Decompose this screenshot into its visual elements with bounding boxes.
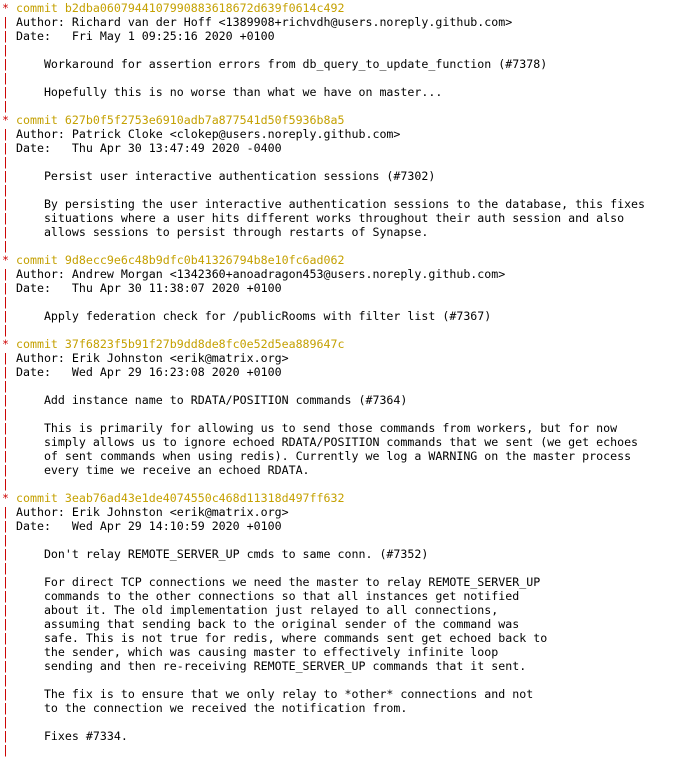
graph-branch-mark: | [2, 561, 9, 575]
commit-header-line [2, 1, 692, 15]
author-line [2, 267, 692, 281]
graph-branch-mark: | [2, 393, 9, 407]
commit-message-line [2, 169, 692, 183]
graph-commit-mark: * [2, 1, 9, 15]
commit-message-line [2, 701, 692, 715]
message-text: to the connection we received the notification from. [9, 701, 408, 715]
graph-branch-mark: | [2, 365, 9, 379]
graph-branch-mark: | [2, 435, 9, 449]
commit-message-line [2, 211, 692, 225]
graph-branch-mark: | [2, 673, 9, 687]
graph-branch-mark: | [2, 99, 9, 113]
graph-branch-mark: | [2, 687, 9, 701]
graph-spacer-line [2, 155, 692, 169]
message-text: Apply federation check for /publicRooms with filter list (#7367) [9, 309, 492, 323]
graph-spacer-line [2, 533, 692, 547]
graph-branch-mark: | [2, 603, 9, 617]
commit-header-line [2, 113, 692, 127]
graph-branch-mark: | [2, 743, 9, 757]
author-line [2, 127, 692, 141]
date-text: Date: Wed Apr 29 14:10:59 2020 +0100 [9, 519, 282, 533]
message-text: This is primarily for allowing us to send those commands from workers, but for now [9, 421, 618, 435]
commit-message-line [2, 85, 692, 99]
author-text: Author: Richard van der Hoff <1389908+richvdh@users.noreply.github.com> [9, 15, 513, 29]
date-line [2, 519, 692, 533]
graph-branch-mark: | [2, 211, 9, 225]
commit-hash: commit 37f6823f5b91f27b9dd8de8fc0e52d5ea889647c [9, 337, 345, 351]
commit-message-line [2, 603, 692, 617]
graph-commit-mark: * [2, 253, 9, 267]
graph-branch-mark: | [2, 547, 9, 561]
graph-spacer-line [2, 477, 692, 491]
message-text: allows sessions to persist through restarts of Synapse. [9, 225, 429, 239]
graph-branch-mark: | [2, 57, 9, 71]
graph-branch-mark: | [2, 155, 9, 169]
graph-spacer-line [2, 673, 692, 687]
graph-branch-mark: | [2, 15, 9, 29]
graph-spacer-line [2, 183, 692, 197]
message-text: Don't relay REMOTE_SERVER_UP cmds to same conn. (#7352) [9, 547, 429, 561]
commit-hash: commit b2dba0607944107990883618672d639f0614c492 [9, 1, 345, 15]
graph-branch-mark: | [2, 701, 9, 715]
commit-message-line [2, 421, 692, 435]
graph-branch-mark: | [2, 715, 9, 729]
commit-message-line [2, 463, 692, 477]
graph-branch-mark: | [2, 589, 9, 603]
message-text: safe. This is not true for redis, where commands sent get echoed back to [9, 631, 548, 645]
graph-spacer-line [2, 71, 692, 85]
commit-message-line [2, 729, 692, 743]
graph-branch-mark: | [2, 519, 9, 533]
graph-branch-mark: | [2, 183, 9, 197]
graph-branch-mark: | [2, 351, 9, 365]
commit-message-line [2, 197, 692, 211]
commit-message-line [2, 309, 692, 323]
message-text: Persist user interactive authentication sessions (#7302) [9, 169, 436, 183]
graph-branch-mark: | [2, 309, 9, 323]
date-line [2, 281, 692, 295]
graph-branch-mark: | [2, 645, 9, 659]
graph-branch-mark: | [2, 463, 9, 477]
message-text: every time we receive an echoed RDATA. [9, 463, 310, 477]
commit-message-line [2, 225, 692, 239]
author-text: Author: Andrew Morgan <1342360+anoadragon453@users.noreply.github.com> [9, 267, 506, 281]
message-text: The fix is to ensure that we only relay to *other* connections and not [9, 687, 534, 701]
commit-message-line [2, 547, 692, 561]
graph-spacer-line [2, 323, 692, 337]
graph-branch-mark: | [2, 407, 9, 421]
commit-hash: commit 9d8ecc9e6c48b9dfc0b41326794b8e10fc6ad062 [9, 253, 345, 267]
commit-hash: commit 627b0f5f2753e6910adb7a877541d50f5936b8a5 [9, 113, 345, 127]
graph-branch-mark: | [2, 43, 9, 57]
graph-spacer-line [2, 239, 692, 253]
graph-branch-mark: | [2, 29, 9, 43]
message-text: Add instance name to RDATA/POSITION commands (#7364) [9, 393, 408, 407]
graph-spacer-line [2, 407, 692, 421]
message-text: situations where a user hits different works throughout their auth session and also [9, 211, 625, 225]
commit-message-line [2, 687, 692, 701]
message-text: about it. The old implementation just relayed to all connections, [9, 603, 499, 617]
commit-message-line [2, 659, 692, 673]
commit-header-line [2, 337, 692, 351]
date-line [2, 141, 692, 155]
message-text: Workaround for assertion errors from db_query_to_update_function (#7378) [9, 57, 548, 71]
graph-spacer-line [2, 715, 692, 729]
graph-spacer-line [2, 743, 692, 757]
graph-spacer-line [2, 295, 692, 309]
commit-message-line [2, 617, 692, 631]
date-text: Date: Wed Apr 29 16:23:08 2020 +0100 [9, 365, 282, 379]
graph-branch-mark: | [2, 505, 9, 519]
graph-branch-mark: | [2, 197, 9, 211]
graph-spacer-line [2, 99, 692, 113]
graph-spacer-line [2, 561, 692, 575]
graph-commit-mark: * [2, 113, 9, 127]
message-text: sending and then re-receiving REMOTE_SERVER_UP commands that it sent. [9, 659, 527, 673]
message-text: By persisting the user interactive authentication sessions to the database, this fixes [9, 197, 646, 211]
author-text: Author: Patrick Cloke <clokep@users.noreply.github.com> [9, 127, 401, 141]
date-text: Date: Fri May 1 09:25:16 2020 +0100 [9, 29, 275, 43]
commit-message-line [2, 575, 692, 589]
date-text: Date: Thu Apr 30 11:38:07 2020 +0100 [9, 281, 282, 295]
message-text: For direct TCP connections we need the master to relay REMOTE_SERVER_UP [9, 575, 541, 589]
graph-branch-mark: | [2, 127, 9, 141]
graph-branch-mark: | [2, 281, 9, 295]
message-text: simply allows us to ignore echoed RDATA/POSITION commands that we sent (we get echoes [9, 435, 639, 449]
graph-branch-mark: | [2, 729, 9, 743]
graph-branch-mark: | [2, 295, 9, 309]
commit-message-line [2, 57, 692, 71]
graph-branch-mark: | [2, 225, 9, 239]
graph-branch-mark: | [2, 239, 9, 253]
graph-branch-mark: | [2, 477, 9, 491]
commit-message-line [2, 435, 692, 449]
message-text: Fixes #7334. [9, 729, 128, 743]
author-line [2, 15, 692, 29]
graph-branch-mark: | [2, 85, 9, 99]
graph-branch-mark: | [2, 169, 9, 183]
commit-message-line [2, 645, 692, 659]
message-text: Hopefully this is no worse than what we have on master... [9, 85, 443, 99]
graph-branch-mark: | [2, 617, 9, 631]
graph-spacer-line [2, 43, 692, 57]
graph-branch-mark: | [2, 533, 9, 547]
graph-branch-mark: | [2, 379, 9, 393]
graph-branch-mark: | [2, 449, 9, 463]
date-line [2, 29, 692, 43]
author-text: Author: Erik Johnston <erik@matrix.org> [9, 351, 289, 365]
date-text: Date: Thu Apr 30 13:47:49 2020 -0400 [9, 141, 282, 155]
date-line [2, 365, 692, 379]
graph-branch-mark: | [2, 575, 9, 589]
graph-branch-mark: | [2, 421, 9, 435]
graph-branch-mark: | [2, 323, 9, 337]
graph-commit-mark: * [2, 337, 9, 351]
graph-branch-mark: | [2, 141, 9, 155]
commit-message-line [2, 393, 692, 407]
graph-branch-mark: | [2, 631, 9, 645]
message-text: commands to the other connections so that all instances get notified [9, 589, 520, 603]
message-text: assuming that sending back to the original sender of the command was [9, 617, 520, 631]
commit-message-line [2, 589, 692, 603]
author-line [2, 505, 692, 519]
graph-branch-mark: | [2, 659, 9, 673]
commit-message-line [2, 631, 692, 645]
graph-branch-mark: | [2, 267, 9, 281]
message-text: of sent commands when using redis). Currently we log a WARNING on the master process [9, 449, 632, 463]
commit-message-line [2, 449, 692, 463]
graph-commit-mark: * [2, 491, 9, 505]
message-text: the sender, which was causing master to effectively infinite loop [9, 645, 499, 659]
commit-header-line [2, 253, 692, 267]
author-line [2, 351, 692, 365]
commit-header-line [2, 491, 692, 505]
graph-spacer-line [2, 379, 692, 393]
commit-hash: commit 3eab76ad43e1de4074550c468d11318d497ff632 [9, 491, 345, 505]
author-text: Author: Erik Johnston <erik@matrix.org> [9, 505, 289, 519]
graph-branch-mark: | [2, 71, 9, 85]
